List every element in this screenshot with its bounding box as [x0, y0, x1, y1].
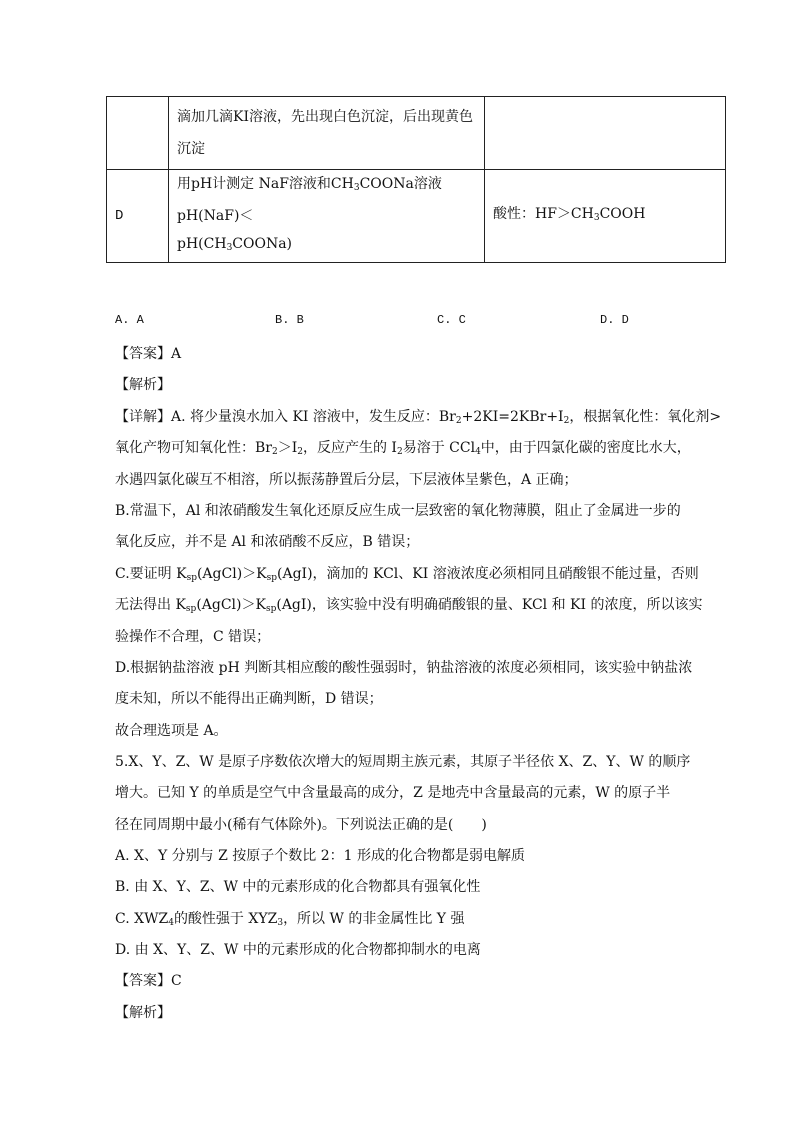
- row-label: D: [107, 170, 169, 263]
- subscript: 3: [593, 213, 600, 223]
- detail-line: 无法得出 $K_{sp}(AgCl)>K_{sp}(AgI)$，该实验中没有明确硝酸银的量、KCl 和 KI 的浓度，所以该实: [115, 597, 703, 614]
- analysis-label: 【解析】: [115, 377, 171, 393]
- text: COONa): [232, 236, 293, 252]
- subscript: 3: [353, 183, 360, 193]
- choice-a: A. A: [115, 313, 144, 327]
- text: COONa溶液 pH(NaF)＜: [177, 176, 442, 224]
- detail-line: D.根据钠盐溶液 pH 判断其相应酸的酸性强弱时，钠盐溶液的浓度必须相同，该实验中钠盐浓: [115, 660, 693, 676]
- experiment-cell: [169, 170, 485, 263]
- text: pH(CH: [177, 236, 227, 252]
- question-line: 5.X、Y、Z、W 是原子序数依次增大的短周期主族元素，其原子半径依 X、Z、Y、W 的顺序: [115, 754, 691, 770]
- detail-line: 故合理选项是 A。: [115, 723, 228, 739]
- text: 酸性：HF＞CH: [493, 206, 594, 222]
- detail-line: 验操作不合理，C 错误；: [115, 629, 271, 645]
- detail-line: 度未知，所以不能得出正确判断，D 错误；: [115, 691, 383, 707]
- option-d: D. 由 X、Y、Z、W 中的元素形成的化合物都抑制水的电离: [115, 942, 481, 958]
- analysis-label: 【解析】: [115, 1005, 171, 1021]
- experiment-table: [106, 96, 726, 263]
- detail-line: B.常温下，Al 和浓硝酸发生氧化还原反应生成一层致密的氧化物薄膜，阻止了金属进一步的: [115, 503, 681, 519]
- option-c: C. $XWZ_4$的酸性强于 $XYZ_3$，所以 W 的非金属性比 Y 强: [115, 911, 465, 928]
- table-row: [107, 97, 726, 170]
- detail-line: 水遇四氯化碳互不相溶，所以振荡静置后分层，下层液体呈紫色，A 正确；: [115, 472, 578, 488]
- option-b: B. 由 X、Y、Z、W 中的元素形成的化合物都具有强氧化性: [115, 879, 481, 895]
- choice-d: D. D: [600, 313, 629, 327]
- experiment-text-line: 滴加几滴KI溶液，先出现白色沉淀，后出现黄色: [177, 109, 473, 125]
- conclusion-cell: [485, 97, 726, 170]
- detail-line: 氧化产物可知氧化性：$Br_2>I_2$，反应产生的 $I_2$易溶于 CCl$_4$中，由于四氯化碳的密度比水大，: [115, 440, 691, 457]
- detail-line: 氧化反应，并不是 Al 和浓硝酸不反应，B 错误；: [115, 534, 420, 550]
- answer-choices: [115, 313, 675, 333]
- experiment-text-line: 沉淀: [177, 141, 205, 157]
- question-line: 径在同周期中最小(稀有气体除外)。下列说法正确的是( ): [115, 817, 487, 833]
- conclusion-cell: [485, 170, 726, 263]
- option-a: A. X、Y 分别与 Z 按原子个数比 2：1 形成的化合物都是弱电解质: [115, 848, 526, 864]
- answer-label: 【答案】C: [115, 973, 182, 989]
- subscript: 3: [226, 243, 233, 253]
- detail-line: 【详解】A. 将少量溴水加入 KI 溶液中，发生反应：$Br_2+2KI=2KBr+I_2$，根据氧化性：氧化剂>: [115, 409, 722, 426]
- experiment-cell: [169, 97, 485, 170]
- text: 用pH计测定 NaF溶液和CH: [177, 176, 354, 192]
- answer-label: 【答案】A: [115, 346, 182, 362]
- choice-b: B. B: [275, 313, 304, 327]
- row-label: [107, 97, 169, 170]
- table-row: [107, 170, 726, 263]
- text: COOH: [599, 206, 646, 222]
- question-line: 增大。已知 Y 的单质是空气中含量最高的成分，Z 是地壳中含量最高的元素，W 的原子半: [115, 785, 671, 801]
- detail-line: C.要证明 $K_{sp}(AgCl)>K_{sp}(AgI)$，滴加的 KCl、KI 溶液浓度必须相同且硝酸银不能过量，否则: [115, 566, 699, 583]
- choice-c: C. C: [437, 313, 466, 327]
